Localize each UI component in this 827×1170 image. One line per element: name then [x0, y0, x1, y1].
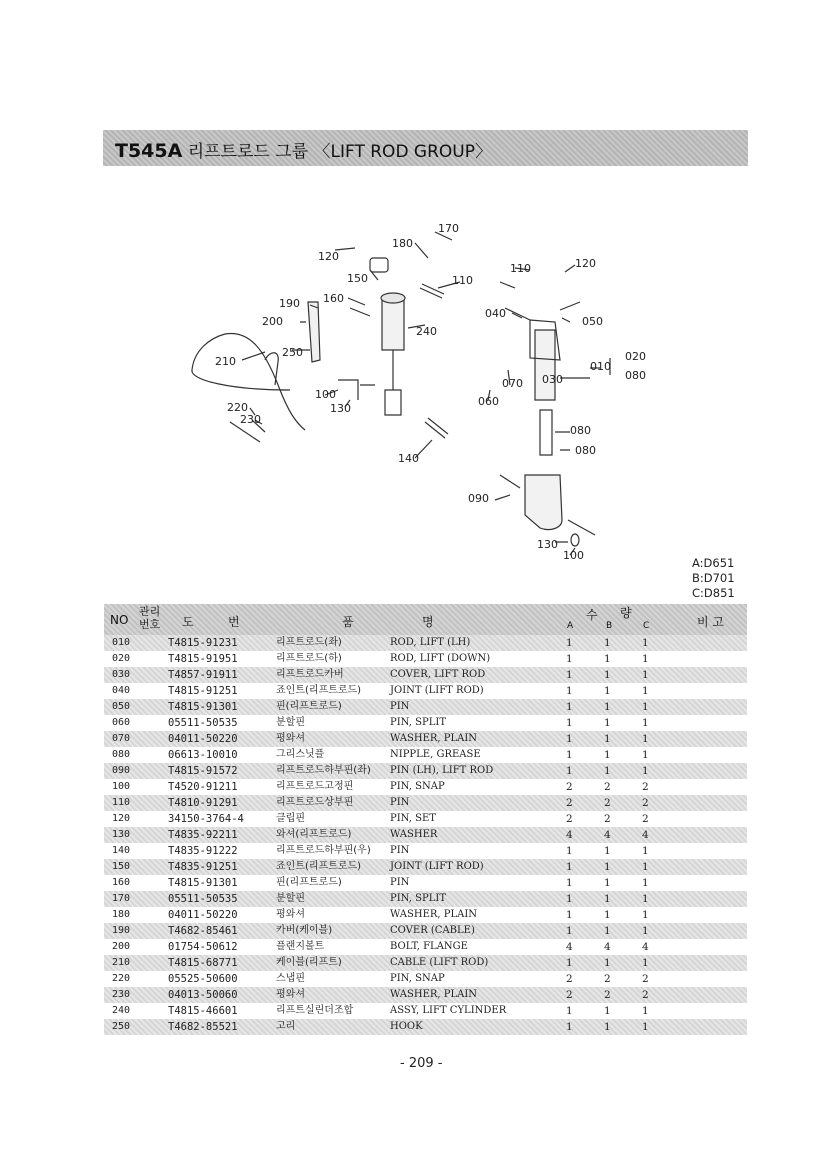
row-no: 230 — [112, 989, 131, 1000]
parts-diagram — [170, 210, 650, 570]
qty-a: 4 — [566, 941, 573, 953]
parts-table — [104, 604, 747, 1035]
qty-c: 1 — [642, 733, 649, 745]
qty-a: 1 — [566, 717, 573, 729]
header-mgmt: 관리 번호 — [139, 605, 161, 631]
callout: 100 — [315, 388, 336, 401]
part-name-en: JOINT (LIFT ROD) — [390, 861, 484, 872]
table-row — [104, 987, 747, 1003]
row-no: 140 — [112, 845, 131, 856]
callout: 230 — [240, 413, 261, 426]
qty-c: 1 — [642, 877, 649, 889]
table-row — [104, 763, 747, 779]
qty-b: 1 — [604, 925, 611, 937]
header-do: 도 — [182, 615, 194, 629]
row-no: 180 — [112, 909, 131, 920]
table-header — [104, 604, 747, 635]
qty-b: 1 — [604, 637, 611, 649]
part-name-en: PIN — [390, 877, 410, 888]
row-no: 190 — [112, 925, 131, 936]
part-name-kr: 리프트로드카버 — [276, 669, 344, 680]
qty-b: 1 — [604, 669, 611, 681]
qty-c: 1 — [642, 909, 649, 921]
table-row — [104, 939, 747, 955]
qty-b: 1 — [604, 1021, 611, 1033]
qty-a: 1 — [566, 893, 573, 905]
part-number: T4815-46601 — [168, 1005, 238, 1017]
callout: 140 — [398, 452, 419, 465]
part-name-kr: 플랜지볼트 — [276, 941, 325, 952]
part-name-en: PIN, SPLIT — [390, 717, 446, 728]
part-number: T4815-91301 — [168, 877, 238, 889]
qty-a: 1 — [566, 701, 573, 713]
qty-a: 1 — [566, 637, 573, 649]
qty-a: 2 — [566, 797, 573, 809]
row-no: 220 — [112, 973, 131, 984]
qty-b: 1 — [604, 765, 611, 777]
qty-c: 2 — [642, 781, 649, 793]
part-name-en: CABLE (LIFT ROD) — [390, 957, 489, 968]
callout: 060 — [478, 395, 499, 408]
qty-c: 1 — [642, 861, 649, 873]
row-no: 010 — [112, 637, 131, 648]
part-number: 05511-50535 — [168, 717, 238, 729]
table-row — [104, 843, 747, 859]
part-name-en: BOLT, FLANGE — [390, 941, 468, 952]
table-row — [104, 667, 747, 683]
qty-c: 1 — [642, 669, 649, 681]
callout: 190 — [279, 297, 300, 310]
qty-b: 1 — [604, 893, 611, 905]
part-number: T4815-91251 — [168, 685, 238, 697]
callout: 080 — [575, 444, 596, 457]
part-number: T4815-68771 — [168, 957, 238, 969]
qty-c: 2 — [642, 797, 649, 809]
qty-c: 1 — [642, 1021, 649, 1033]
callout: 150 — [347, 272, 368, 285]
row-no: 150 — [112, 861, 131, 872]
callout: 240 — [416, 325, 437, 338]
page-number: - 209 - — [400, 1056, 443, 1071]
qty-c: 2 — [642, 989, 649, 1001]
part-number: T4815-91231 — [168, 637, 238, 649]
row-no: 080 — [112, 749, 131, 760]
part-number: 05511-50535 — [168, 893, 238, 905]
callout: 080 — [570, 424, 591, 437]
part-name-en: ASSY, LIFT CYLINDER — [390, 1005, 507, 1016]
group-name: 리프트로드 그룹 〈LIFT ROD GROUP〉 — [187, 142, 492, 162]
callout: 180 — [392, 237, 413, 250]
part-name-en: HOOK — [390, 1021, 423, 1032]
table-row — [104, 827, 747, 843]
table-row — [104, 779, 747, 795]
header-pum: 품 — [342, 615, 354, 629]
part-name-kr: 카버(케이블) — [276, 925, 333, 936]
qty-b: 1 — [604, 957, 611, 969]
part-name-en: ROD, LIFT (LH) — [390, 637, 471, 648]
part-name-kr: 리프트로드상부핀 — [276, 797, 354, 808]
qty-a: 1 — [566, 749, 573, 761]
part-name-kr: 와셔(리프트로드) — [276, 829, 352, 840]
callout: 220 — [227, 401, 248, 414]
part-name-en: PIN — [390, 797, 410, 808]
row-no: 030 — [112, 669, 131, 680]
qty-a: 1 — [566, 877, 573, 889]
part-name-kr: 리프트로드(좌) — [276, 637, 342, 648]
callout: 110 — [510, 262, 531, 275]
part-number: 01754-50612 — [168, 941, 238, 953]
qty-b: 2 — [604, 797, 611, 809]
callout: 030 — [542, 373, 563, 386]
part-name-kr: 분할핀 — [276, 893, 305, 904]
qty-a: 1 — [566, 685, 573, 697]
qty-b: 2 — [604, 989, 611, 1001]
callout: 210 — [215, 355, 236, 368]
callout: 170 — [438, 222, 459, 235]
row-no: 110 — [112, 797, 131, 808]
qty-b: 1 — [604, 1005, 611, 1017]
part-name-kr: 핀(리프트로드) — [276, 877, 342, 888]
callout: 090 — [468, 492, 489, 505]
qty-a: 1 — [566, 861, 573, 873]
table-row — [104, 875, 747, 891]
callout: 080 — [625, 369, 646, 382]
qty-b: 1 — [604, 749, 611, 761]
qty-a: 2 — [566, 973, 573, 985]
table-row — [104, 955, 747, 971]
row-no: 090 — [112, 765, 131, 776]
part-name-en: JOINT (LIFT ROD) — [390, 685, 484, 696]
qty-a: 1 — [566, 957, 573, 969]
table-row — [104, 971, 747, 987]
table-row — [104, 635, 747, 651]
part-name-en: WASHER, PLAIN — [390, 989, 478, 1000]
part-name-kr: 리프트로드(하) — [276, 653, 342, 664]
callout: 130 — [330, 402, 351, 415]
part-name-en: COVER (CABLE) — [390, 925, 475, 936]
table-body — [104, 635, 747, 1035]
qty-b: 2 — [604, 973, 611, 985]
part-name-en: WASHER, PLAIN — [390, 909, 478, 920]
qty-a: 1 — [566, 765, 573, 777]
callout: 250 — [282, 346, 303, 359]
part-number: T4810-91291 — [168, 797, 238, 809]
part-name-en: PIN (LH), LIFT ROD — [390, 765, 494, 776]
part-name-en: PIN, SNAP — [390, 781, 445, 792]
part-name-en: PIN — [390, 701, 410, 712]
table-row — [104, 683, 747, 699]
part-name-kr: 분할핀 — [276, 717, 305, 728]
part-number: T4520-91211 — [168, 781, 238, 793]
part-name-kr: 케이블(리프트) — [276, 957, 342, 968]
qty-a: 1 — [566, 845, 573, 857]
part-name-kr: 고리 — [276, 1021, 296, 1032]
part-name-kr: 클립핀 — [276, 813, 305, 824]
part-name-en: PIN, SNAP — [390, 973, 445, 984]
callout: 070 — [502, 377, 523, 390]
row-no: 020 — [112, 653, 131, 664]
row-no: 100 — [112, 781, 131, 792]
qty-b: 1 — [604, 877, 611, 889]
part-number: T4815-91572 — [168, 765, 238, 777]
part-number: T4682-85521 — [168, 1021, 238, 1033]
header-ryang: 량 — [620, 606, 632, 620]
header-a: A — [567, 621, 574, 631]
qty-a: 1 — [566, 925, 573, 937]
row-no: 130 — [112, 829, 131, 840]
table-row — [104, 715, 747, 731]
part-name-en: WASHER — [390, 829, 438, 840]
qty-c: 1 — [642, 701, 649, 713]
part-name-kr: 그리스닛플 — [276, 749, 325, 760]
part-number: T4682-85461 — [168, 925, 238, 937]
qty-c: 4 — [642, 941, 649, 953]
table-row — [104, 859, 747, 875]
model-variants — [692, 556, 735, 601]
part-name-kr: 스냅핀 — [276, 973, 305, 984]
row-no: 170 — [112, 893, 131, 904]
callout: 160 — [323, 292, 344, 305]
table-row — [104, 811, 747, 827]
table-row — [104, 1003, 747, 1019]
qty-a: 2 — [566, 781, 573, 793]
table-row — [104, 891, 747, 907]
qty-b: 1 — [604, 685, 611, 697]
variant-a: A:D651 — [692, 556, 735, 570]
header-myeong: 명 — [422, 615, 434, 629]
qty-c: 2 — [642, 813, 649, 825]
part-number: 04011-50220 — [168, 733, 238, 745]
part-name-en: PIN — [390, 845, 410, 856]
header-c: C — [643, 621, 650, 631]
qty-b: 1 — [604, 733, 611, 745]
callout: 040 — [485, 307, 506, 320]
part-name-kr: 리프트로드고정핀 — [276, 781, 354, 792]
part-number: T4857-91911 — [168, 669, 238, 681]
qty-a: 2 — [566, 813, 573, 825]
qty-c: 1 — [642, 845, 649, 857]
qty-c: 4 — [642, 829, 649, 841]
qty-a: 1 — [566, 1021, 573, 1033]
qty-c: 1 — [642, 685, 649, 697]
qty-c: 1 — [642, 1005, 649, 1017]
part-number: T4835-91222 — [168, 845, 238, 857]
part-name-kr: 평와셔 — [276, 989, 305, 1000]
part-name-kr: 평와셔 — [276, 909, 305, 920]
qty-c: 1 — [642, 637, 649, 649]
table-row — [104, 1019, 747, 1035]
part-name-en: PIN, SPLIT — [390, 893, 446, 904]
qty-b: 4 — [604, 941, 611, 953]
table-row — [104, 747, 747, 763]
qty-c: 1 — [642, 925, 649, 937]
part-name-kr: 리프트로드하부핀(우) — [276, 845, 371, 856]
qty-c: 1 — [642, 765, 649, 777]
table-row — [104, 651, 747, 667]
qty-a: 2 — [566, 989, 573, 1001]
qty-a: 1 — [566, 733, 573, 745]
qty-c: 1 — [642, 957, 649, 969]
qty-b: 2 — [604, 813, 611, 825]
qty-c: 1 — [642, 717, 649, 729]
qty-b: 4 — [604, 829, 611, 841]
table-row — [104, 923, 747, 939]
row-no: 250 — [112, 1021, 131, 1032]
part-number: T4835-92211 — [168, 829, 238, 841]
callout: 010 — [590, 360, 611, 373]
variant-b: B:D701 — [692, 571, 735, 585]
qty-b: 1 — [604, 717, 611, 729]
header-su: 수 — [586, 608, 598, 622]
part-number: 04011-50220 — [168, 909, 238, 921]
row-no: 200 — [112, 941, 131, 952]
part-name-en: PIN, SET — [390, 813, 436, 824]
part-name-en: COVER, LIFT ROD — [390, 669, 486, 680]
table-row — [104, 907, 747, 923]
qty-c: 1 — [642, 893, 649, 905]
callout: 110 — [452, 274, 473, 287]
qty-b: 1 — [604, 861, 611, 873]
qty-a: 1 — [566, 1005, 573, 1017]
qty-a: 1 — [566, 653, 573, 665]
part-name-kr: 리프트실린더조합 — [276, 1005, 354, 1016]
part-number: 05525-50600 — [168, 973, 238, 985]
table-row — [104, 795, 747, 811]
callout: 050 — [582, 315, 603, 328]
qty-c: 2 — [642, 973, 649, 985]
variant-c: C:D851 — [692, 586, 735, 600]
part-number: 04013-50060 — [168, 989, 238, 1001]
table-row — [104, 699, 747, 715]
callout: 130 — [537, 538, 558, 551]
callout: 120 — [575, 257, 596, 270]
part-name-kr: 죠인트(리프트로드) — [276, 861, 362, 872]
qty-b: 1 — [604, 909, 611, 921]
part-name-kr: 평와셔 — [276, 733, 305, 744]
qty-a: 4 — [566, 829, 573, 841]
qty-a: 1 — [566, 669, 573, 681]
qty-c: 1 — [642, 653, 649, 665]
row-no: 240 — [112, 1005, 131, 1016]
qty-b: 1 — [604, 701, 611, 713]
callout-labels — [215, 222, 646, 562]
row-no: 160 — [112, 877, 131, 888]
callout: 120 — [318, 250, 339, 263]
qty-c: 1 — [642, 749, 649, 761]
part-number: 34150-3764-4 — [168, 813, 244, 825]
row-no: 050 — [112, 701, 131, 712]
model-code: T545A — [115, 140, 183, 162]
header-b: B — [606, 621, 613, 631]
row-no: 120 — [112, 813, 131, 824]
part-number: T4815-91951 — [168, 653, 238, 665]
row-no: 210 — [112, 957, 131, 968]
part-name-en: ROD, LIFT (DOWN) — [390, 653, 491, 664]
header-remark: 비 고 — [697, 615, 724, 629]
row-no: 040 — [112, 685, 131, 696]
part-name-en: WASHER, PLAIN — [390, 733, 478, 744]
part-number: T4815-91301 — [168, 701, 238, 713]
row-no: 060 — [112, 717, 131, 728]
part-number: 06613-10010 — [168, 749, 238, 761]
qty-b: 1 — [604, 845, 611, 857]
table-row — [104, 731, 747, 747]
header-no: NO — [110, 613, 129, 627]
callout: 020 — [625, 350, 646, 363]
part-name-kr: 핀(리프트로드) — [276, 701, 342, 712]
row-no: 070 — [112, 733, 131, 744]
qty-b: 2 — [604, 781, 611, 793]
header-beon: 번 — [228, 615, 240, 629]
part-name-kr: 리프트로드하부핀(좌) — [276, 765, 371, 776]
callout: 100 — [563, 549, 584, 562]
part-name-en: NIPPLE, GREASE — [390, 749, 481, 760]
qty-a: 1 — [566, 909, 573, 921]
callout: 200 — [262, 315, 283, 328]
page-title — [115, 137, 492, 162]
qty-b: 1 — [604, 653, 611, 665]
part-number: T4835-91251 — [168, 861, 238, 873]
part-name-kr: 죠인트(리프트로드) — [276, 685, 362, 696]
